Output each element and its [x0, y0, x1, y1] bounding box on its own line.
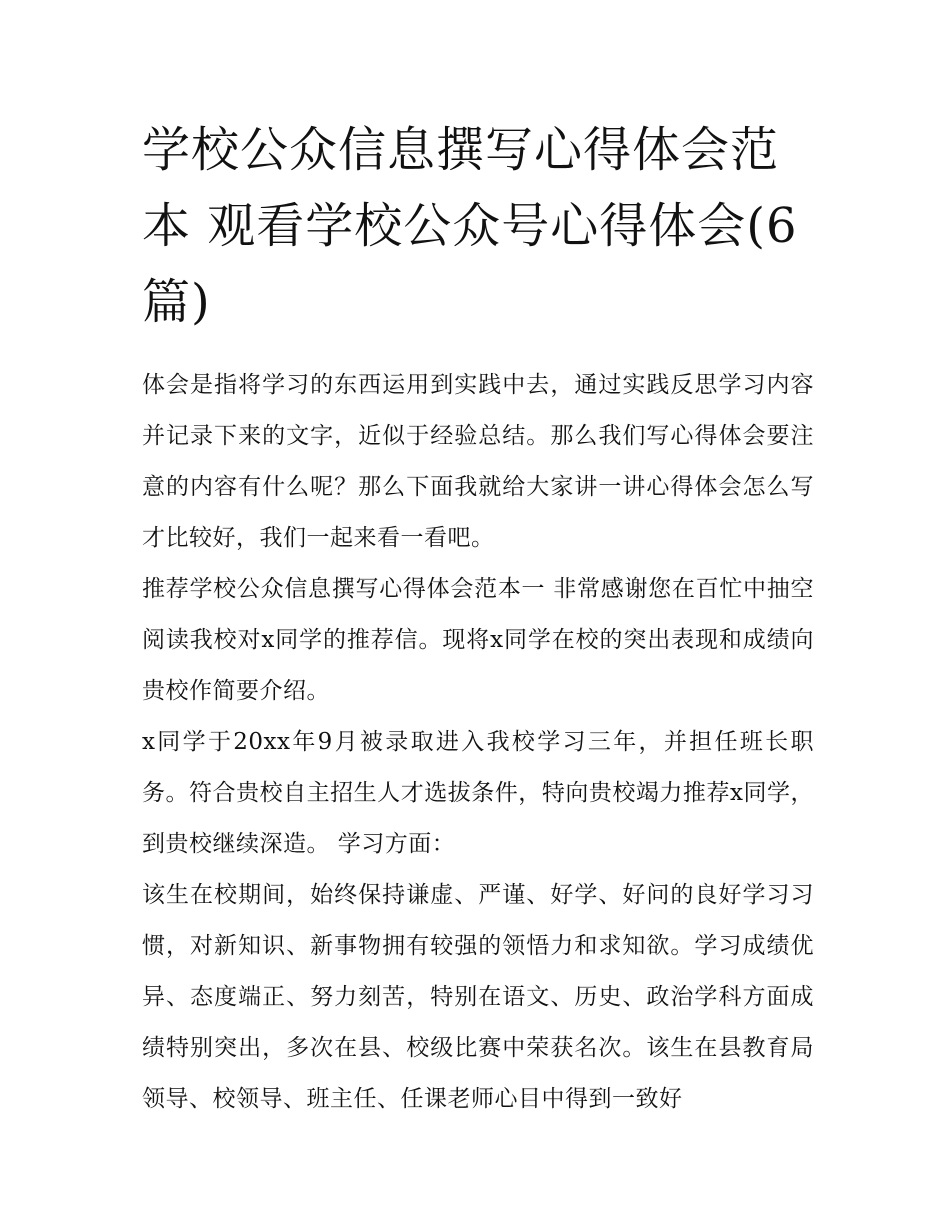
document-body: [142, 360, 814, 1125]
paragraph-student-info: x同学于20xx年9月被录取进入我校学习三年，并担任班长职务。符合贵校自主招生人才选拔条件，特向贵校竭力推荐x同学，到贵校继续深造。 学习方面：: [142, 729, 814, 857]
paragraph-intro: 体会是指将学习的东西运用到实践中去，通过实践反思学习内容并记录下来的文字，近似于经验总结。那么我们写心得体会要注意的内容有什么呢？那么下面我就给大家讲一讲心得体会怎么写才比较好，我们一起来看一看吧。: [142, 372, 814, 551]
paragraph-study: 该生在校期间，始终保持谦虚、严谨、好学、好问的良好学习习惯，对新知识、新事物拥有较强的领悟力和求知欲。学习成绩优异、态度端正、努力刻苦，特别在语文、历史、政治学科方面成绩特别突出，多次在县、校级比赛中荣获名次。该生在县教育局领导、校领导、班主任、任课老师心目中得到一致好: [142, 882, 814, 1112]
document-title: 学校公众信息撰写心得体会范本 观看学校公众号心得体会(6篇): [142, 122, 798, 330]
paragraph-recommendation: 推荐学校公众信息撰写心得体会范本一 非常感谢您在百忙中抽空阅读我校对x同学的推荐信。现将x同学在校的突出表现和成绩向贵校作简要介绍。: [142, 576, 814, 704]
document-page: [142, 112, 814, 1125]
